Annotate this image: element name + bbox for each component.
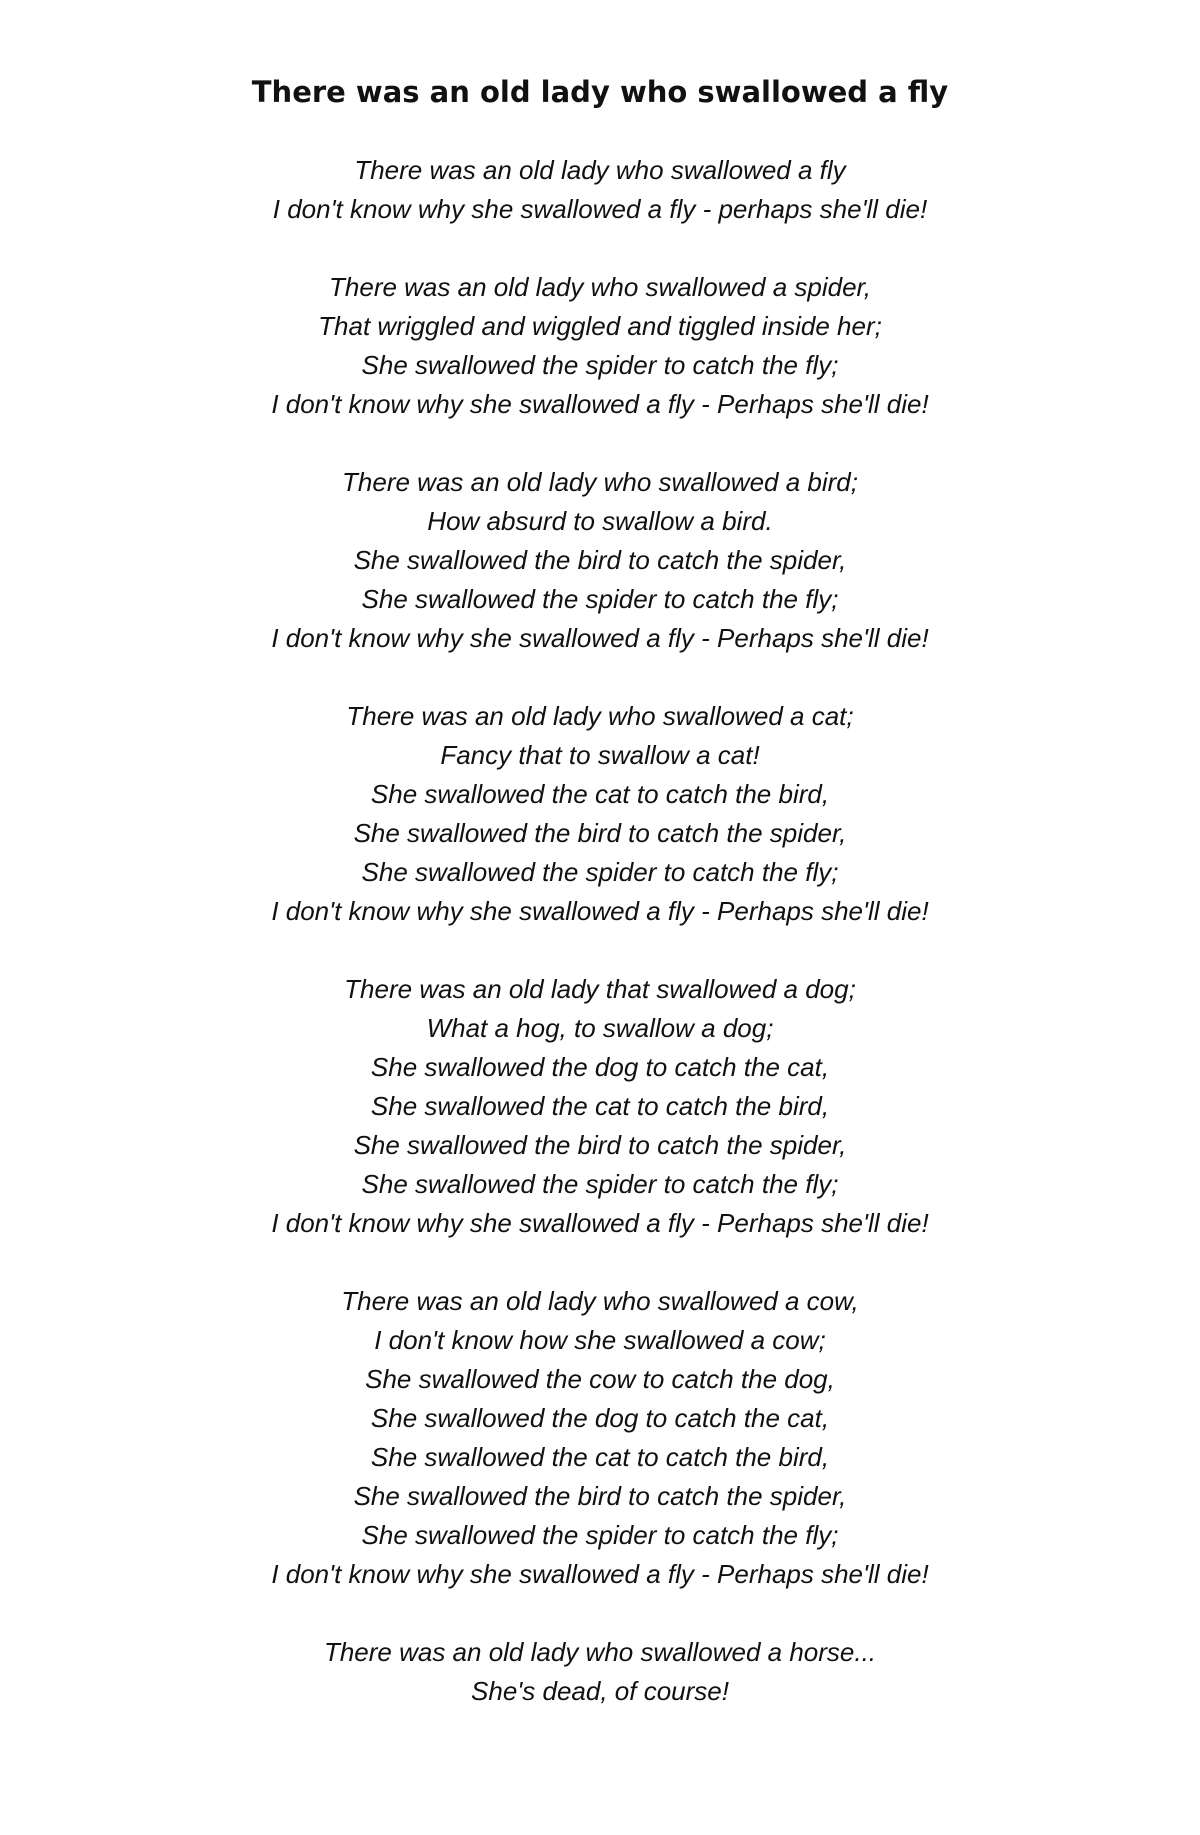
poem-line: She's dead, of course! bbox=[471, 1676, 729, 1706]
stanza bbox=[0, 1282, 1200, 1594]
poem-line: There was an old lady who swallowed a cow, bbox=[341, 1286, 859, 1316]
poem-line: She swallowed the bird to catch the spider, bbox=[353, 545, 847, 575]
poem-line: Fancy that to swallow a cat! bbox=[440, 740, 760, 770]
poem-line: She swallowed the bird to catch the spider, bbox=[353, 1481, 847, 1511]
poem-line: She swallowed the cow to catch the dog, bbox=[365, 1364, 835, 1394]
poem-line: She swallowed the bird to catch the spider, bbox=[353, 818, 847, 848]
poem-line: I don't know why she swallowed a fly - Perhaps she'll die! bbox=[271, 623, 929, 653]
poem-line: There was an old lady that swallowed a dog; bbox=[344, 974, 856, 1004]
poem-line: There was an old lady who swallowed a spider, bbox=[329, 272, 871, 302]
poem-line: She swallowed the bird to catch the spider, bbox=[353, 1130, 847, 1160]
poem-line: She swallowed the cat to catch the bird, bbox=[370, 1442, 830, 1472]
poem-line: She swallowed the spider to catch the fly; bbox=[361, 857, 839, 887]
poem-line: She swallowed the spider to catch the fly; bbox=[361, 350, 839, 380]
poem-line: I don't know why she swallowed a fly - Perhaps she'll die! bbox=[271, 896, 929, 926]
stanza bbox=[0, 268, 1200, 424]
poem-line: I don't know why she swallowed a fly - Perhaps she'll die! bbox=[271, 1559, 929, 1589]
stanza bbox=[0, 463, 1200, 658]
stanza bbox=[0, 697, 1200, 931]
poem-line: That wriggled and wiggled and tiggled inside her; bbox=[318, 311, 882, 341]
poem-line: What a hog, to swallow a dog; bbox=[426, 1013, 774, 1043]
poem-line: There was an old lady who swallowed a fly bbox=[354, 155, 846, 185]
poem-line: She swallowed the dog to catch the cat, bbox=[370, 1403, 830, 1433]
poem-body bbox=[0, 151, 1200, 1711]
poem-line: She swallowed the spider to catch the fly; bbox=[361, 1520, 839, 1550]
poem-line: She swallowed the cat to catch the bird, bbox=[370, 779, 830, 809]
poem-line: I don't know how she swallowed a cow; bbox=[374, 1325, 826, 1355]
poem-line: How absurd to swallow a bird. bbox=[427, 506, 773, 536]
poem-line: I don't know why she swallowed a fly - Perhaps she'll die! bbox=[271, 389, 929, 419]
poem-line: I don't know why she swallowed a fly - perhaps she'll die! bbox=[272, 194, 928, 224]
stanza bbox=[0, 970, 1200, 1243]
poem-line: I don't know why she swallowed a fly - Perhaps she'll die! bbox=[271, 1208, 929, 1238]
poem-line: She swallowed the cat to catch the bird, bbox=[370, 1091, 830, 1121]
poem-line: She swallowed the spider to catch the fly; bbox=[361, 1169, 839, 1199]
stanza bbox=[0, 151, 1200, 229]
stanza bbox=[0, 1633, 1200, 1711]
poem-title: There was an old lady who swallowed a fly bbox=[251, 75, 949, 109]
poem-line: She swallowed the dog to catch the cat, bbox=[370, 1052, 830, 1082]
poem-line: There was an old lady who swallowed a horse... bbox=[323, 1637, 877, 1667]
poem-line: She swallowed the spider to catch the fly; bbox=[361, 584, 839, 614]
poem-line: There was an old lady who swallowed a cat; bbox=[346, 701, 854, 731]
poem-line: There was an old lady who swallowed a bird; bbox=[342, 467, 858, 497]
